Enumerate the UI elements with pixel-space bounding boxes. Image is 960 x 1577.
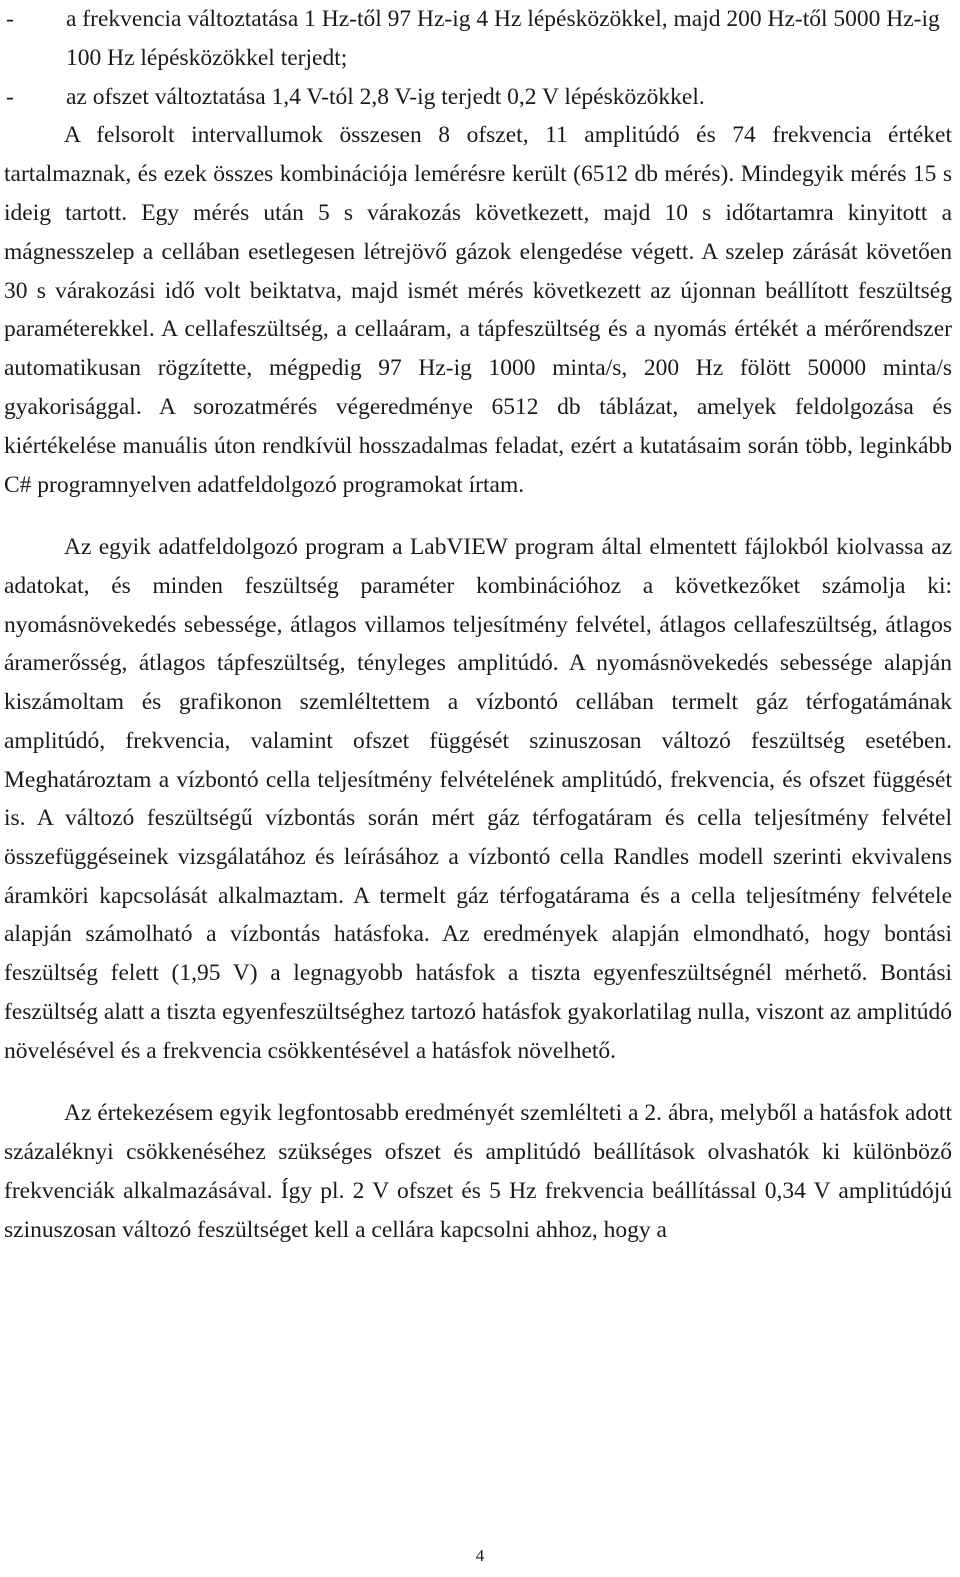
- bullet-dash: -: [6, 83, 14, 110]
- bullet-text: az ofszet változtatása 1,4 V-tól 2,8 V-ig terjedt 0,2 V lépésközökkel.: [66, 83, 705, 110]
- page-number: 4: [475, 1546, 485, 1565]
- paragraph-measurement-procedure: A felsorolt intervallumok összesen 8 ofszet, 11 amplitúdó és 74 frekvencia értéket tartalmaznak, és ezek összes kombinációja lemérésre került (6512 db mérés). Mindegyik mérés 15 s ideig tartott. Egy mérés után 5 s várakozás következett, majd 10 s időtartamra kinyitott a mágnesszelep a cellában esetlegesen létrejövő gázok elengedése végett. A szelep zárását követően 30 s várakozási idő volt beiktatva, majd ismét mérés következett az újonnan beállított feszültség paraméterekkel. A cellafeszültség, a cellaáram, a tápfeszültség és a nyomás értékét a mérőrendszer automatikusan rögzítette, mégpedig 97 Hz-ig 1000 minta/s, 200 Hz fölött 50000 minta/s gyakorisággal. A sorozatmérés végeredménye 6512 db táblázat, amelyek feldolgozása és kiértékelése manuális úton rendkívül hosszadalmas feladat, ezért a kutatásaim során több, leginkább C# programnyelven adatfeldolgozó programokat írtam.: [4, 122, 952, 498]
- bullet-dash: -: [6, 6, 14, 32]
- paragraph-key-result: Az értekezésem egyik legfontosabb eredményét szemlélteti a 2. ábra, melyből a hatásfok adott százaléknyi csökkenéséhez szükséges ofszet és amplitúdó beállítások olvashatók ki különböző frekvenciák alkalmazásával. Így pl. 2 V ofszet és 5 Hz frekvencia beállítással 0,34 V amplitúdójú szinuszosan változó feszültséget kell a cellára kapcsolni ahhoz, hogy a: [4, 1100, 952, 1243]
- bullet-item-offset: [4, 78, 952, 117]
- bullet-item-frequency: [4, 0, 952, 78]
- bullet-text: a frekvencia változtatása 1 Hz-től 97 Hz-ig 4 Hz lépésközökkel, majd 200 Hz-től 5000 Hz-ig 100 Hz lépésközökkel terjedt;: [66, 6, 940, 71]
- paragraph-data-processing: Az egyik adatfeldolgozó program a LabVIEW program által elmentett fájlokból kiolvassa az adatokat, és minden feszültség paraméter kombinációhoz a következőket számolja ki: nyomásnövekedés sebessége, átlagos villamos teljesítmény felvétel, átlagos cellafeszültség, átlagos áramerősség, átlagos tápfeszültség, tényleges amplitúdó. A nyomásnövekedés sebessége alapján kiszámoltam és grafikonon szemléltettem a vízbontó cellában termelt gáz térfogatámának amplitúdó, frekvencia, valamint ofszet függését szinuszosan változó feszültség esetében. Meghatároztam a vízbontó cella teljesítmény felvételének amplitúdó, frekvencia, és ofszet függését is. A változó feszültségű vízbontás során mért gáz térfogatáram és cella teljesítmény felvétel összefüggéseinek vizsgálatához és leírásához a vízbontó cella Randles modell szerinti ekvivalens áramköri kapcsolását alkalmaztam. A termelt gáz térfogatárama és a cella teljesítmény felvétele alapján számolható a vízbontás hatásfoka. Az eredmények alapján elmondható, hogy bontási feszültség felett (1,95 V) a legnagyobb hatásfok a tiszta egyenfeszültségnél mérhető. Bontási feszültség alatt a tiszta egyenfeszültséghez tartozó hatásfok gyakorlatilag nulla, viszont az amplitúdó növelésével és a frekvencia csökkentésével a hatásfok növelhető.: [4, 534, 952, 1064]
- document-page: [4, 0, 952, 1250]
